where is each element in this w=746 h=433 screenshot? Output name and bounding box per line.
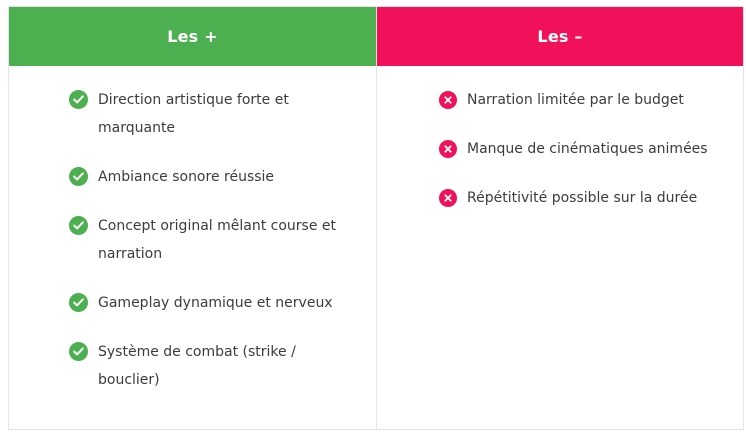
pros-item-text: Système de combat (strike / bouclier): [98, 344, 296, 388]
x-circle-icon: [439, 189, 457, 207]
pros-list: [9, 66, 344, 394]
pros-list-item: [69, 163, 344, 191]
pros-item-text: Ambiance sonore réussie: [98, 169, 275, 185]
cons-list: [377, 66, 729, 212]
check-circle-icon: [69, 342, 88, 361]
check-circle-icon: [69, 293, 88, 312]
cons-header: Les –: [377, 7, 743, 66]
cons-list-item: [439, 86, 729, 114]
pros-item-text: Concept original mêlant course et narration: [98, 218, 337, 262]
pros-list-item: [69, 338, 344, 394]
pros-list-item: [69, 86, 344, 142]
cons-list-item: [439, 184, 729, 212]
x-circle-icon: [439, 91, 457, 109]
cons-item-text: Narration limitée par le budget: [467, 92, 684, 108]
pros-list-item: [69, 289, 344, 317]
pros-item-text: Gameplay dynamique et nerveux: [98, 295, 333, 311]
pros-column: [9, 7, 377, 429]
check-circle-icon: [69, 216, 88, 235]
pros-cons-table: [8, 6, 744, 430]
check-circle-icon: [69, 90, 88, 109]
cons-list-item: [439, 135, 729, 163]
check-circle-icon: [69, 167, 88, 186]
cons-item-text: Répétitivité possible sur la durée: [467, 190, 698, 206]
cons-column: [377, 7, 743, 429]
pros-item-text: Direction artistique forte et marquante: [98, 92, 289, 136]
pros-list-item: [69, 212, 344, 268]
cons-item-text: Manque de cinématiques animées: [467, 141, 708, 157]
pros-header: Les +: [9, 7, 376, 66]
x-circle-icon: [439, 140, 457, 158]
